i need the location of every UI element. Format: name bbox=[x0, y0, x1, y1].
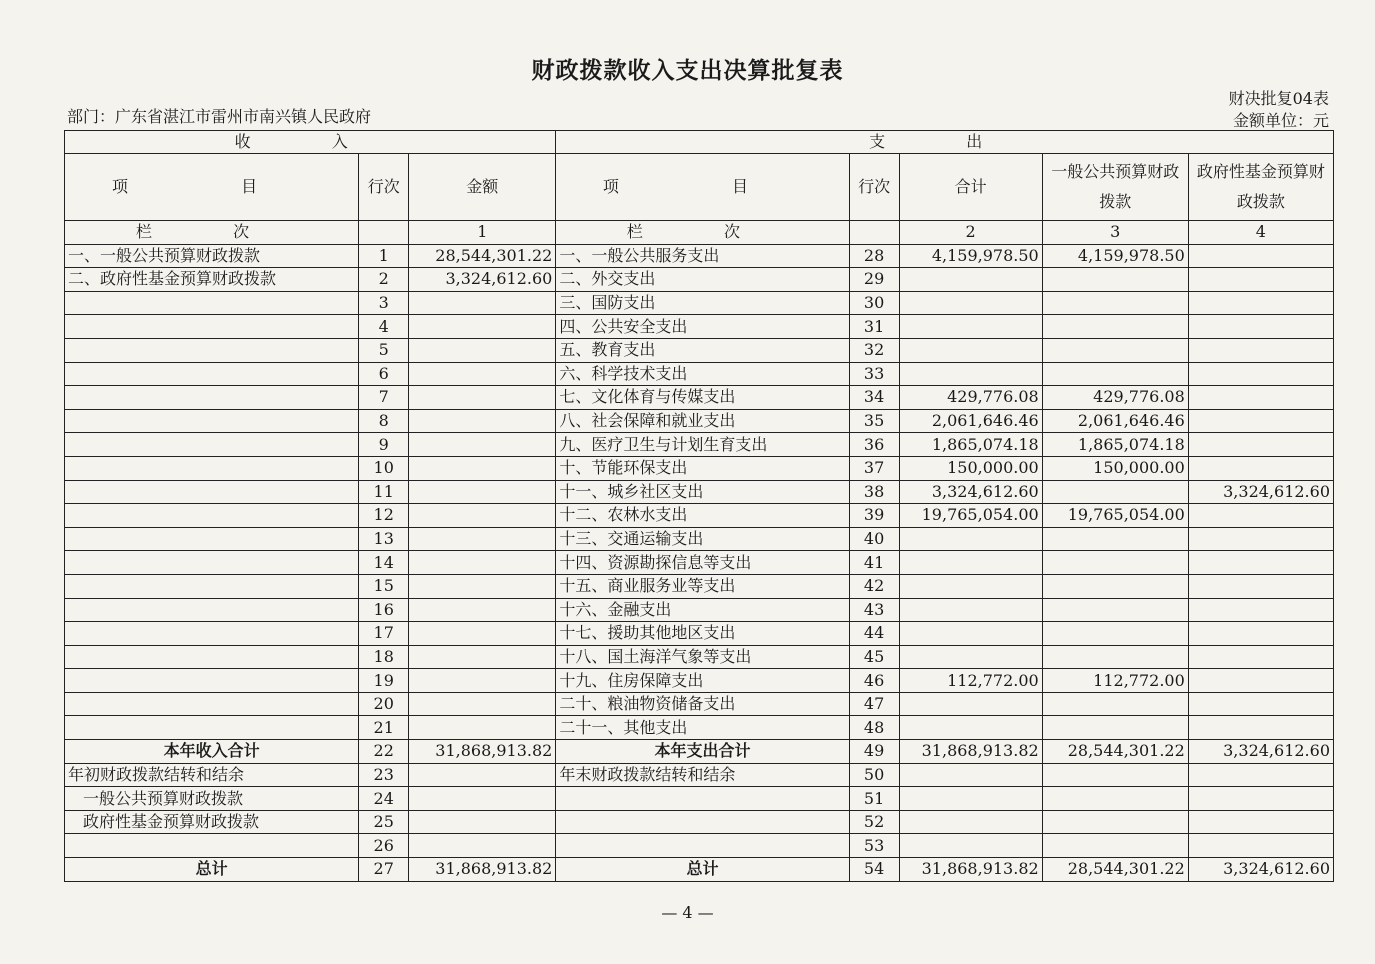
income-item bbox=[65, 574, 359, 598]
page-title: 财政拨款收入支出决算批复表 bbox=[531, 58, 844, 84]
expense-total bbox=[899, 527, 1042, 551]
income-section-header: 收 入 bbox=[65, 131, 556, 154]
expense-item: 一、一般公共服务支出 bbox=[556, 244, 849, 268]
expense-row-no: 41 bbox=[849, 551, 899, 575]
form-number: 财决批复04表 bbox=[1228, 89, 1329, 108]
page-number: — 4 — bbox=[661, 903, 714, 922]
income-item bbox=[65, 456, 359, 480]
income-item bbox=[65, 362, 359, 386]
year-total-row bbox=[65, 740, 1334, 764]
table-row bbox=[65, 315, 1334, 339]
expense-general bbox=[1042, 268, 1188, 292]
expense-fund: 3,324,612.60 bbox=[1188, 480, 1333, 504]
income-amount: 31,868,913.82 bbox=[409, 740, 556, 764]
expense-row-no: 42 bbox=[849, 574, 899, 598]
expense-total bbox=[899, 763, 1042, 787]
income-row-no: 8 bbox=[359, 409, 409, 433]
expense-fund bbox=[1188, 645, 1333, 669]
expense-total bbox=[899, 787, 1042, 811]
expense-total-label: 总计 bbox=[556, 858, 849, 882]
expense-row-no: 45 bbox=[849, 645, 899, 669]
expense-item: 十九、住房保障支出 bbox=[556, 669, 849, 693]
expense-item: 十五、商业服务业等支出 bbox=[556, 574, 849, 598]
expense-row-no: 40 bbox=[849, 527, 899, 551]
income-row-no: 22 bbox=[359, 740, 409, 764]
expense-general bbox=[1042, 338, 1188, 362]
income-row-no: 25 bbox=[359, 810, 409, 834]
income-item bbox=[65, 551, 359, 575]
income-amount bbox=[409, 692, 556, 716]
table-row bbox=[65, 386, 1334, 410]
expense-total bbox=[899, 716, 1042, 740]
income-row-no: 27 bbox=[359, 858, 409, 882]
expense-total: 1,865,074.18 bbox=[899, 433, 1042, 457]
expense-total: 31,868,913.82 bbox=[899, 858, 1042, 882]
income-amount bbox=[409, 551, 556, 575]
expense-total bbox=[899, 268, 1042, 292]
income-item bbox=[65, 598, 359, 622]
table-row bbox=[65, 338, 1334, 362]
expense-general bbox=[1042, 622, 1188, 646]
income-amount bbox=[409, 433, 556, 457]
expense-item-header: 项 目 bbox=[556, 154, 849, 221]
expense-total bbox=[899, 645, 1042, 669]
expense-fund bbox=[1188, 598, 1333, 622]
expense-general bbox=[1042, 787, 1188, 811]
expense-general: 19,765,054.00 bbox=[1042, 504, 1188, 528]
income-amount bbox=[409, 787, 556, 811]
income-item bbox=[65, 669, 359, 693]
expense-general: 4,159,978.50 bbox=[1042, 244, 1188, 268]
carry-row bbox=[65, 763, 1334, 787]
income-row-no: 18 bbox=[359, 645, 409, 669]
expense-fund bbox=[1188, 268, 1333, 292]
income-row-no: 12 bbox=[359, 504, 409, 528]
expense-item: 二十、粮油物资储备支出 bbox=[556, 692, 849, 716]
section-header-row bbox=[65, 131, 1334, 154]
expense-item: 七、文化体育与传媒支出 bbox=[556, 386, 849, 410]
income-row-no: 20 bbox=[359, 692, 409, 716]
col-index-1: 1 bbox=[409, 221, 556, 245]
income-row-no: 9 bbox=[359, 433, 409, 457]
expense-total bbox=[899, 291, 1042, 315]
expense-total: 3,324,612.60 bbox=[899, 480, 1042, 504]
expense-item: 二十一、其他支出 bbox=[556, 716, 849, 740]
expense-row-no: 51 bbox=[849, 787, 899, 811]
income-amount bbox=[409, 645, 556, 669]
income-amount bbox=[409, 622, 556, 646]
general-budget-header: 一般公共预算财政拨款 bbox=[1042, 154, 1188, 221]
expense-row-no: 33 bbox=[849, 362, 899, 386]
table-row bbox=[65, 622, 1334, 646]
expense-fund bbox=[1188, 504, 1333, 528]
expense-general bbox=[1042, 692, 1188, 716]
income-row-no: 21 bbox=[359, 716, 409, 740]
income-item bbox=[65, 386, 359, 410]
expense-row-no: 36 bbox=[849, 433, 899, 457]
expense-row-no: 37 bbox=[849, 456, 899, 480]
income-row-no: 13 bbox=[359, 527, 409, 551]
income-item bbox=[65, 622, 359, 646]
income-amount: 31,868,913.82 bbox=[409, 858, 556, 882]
expense-fund bbox=[1188, 338, 1333, 362]
expense-general bbox=[1042, 291, 1188, 315]
table-row bbox=[65, 669, 1334, 693]
table-row bbox=[65, 480, 1334, 504]
expense-general: 112,772.00 bbox=[1042, 669, 1188, 693]
expense-item: 九、医疗卫生与计划生育支出 bbox=[556, 433, 849, 457]
expense-general bbox=[1042, 834, 1188, 858]
expense-general bbox=[1042, 480, 1188, 504]
expense-fund bbox=[1188, 716, 1333, 740]
table-row bbox=[65, 268, 1334, 292]
expense-item: 五、教育支出 bbox=[556, 338, 849, 362]
col-index-4: 4 bbox=[1188, 221, 1333, 245]
expense-total bbox=[899, 622, 1042, 646]
expense-row-no: 28 bbox=[849, 244, 899, 268]
expense-row-no: 50 bbox=[849, 763, 899, 787]
income-row-no: 1 bbox=[359, 244, 409, 268]
expense-item bbox=[556, 810, 849, 834]
income-item bbox=[65, 409, 359, 433]
expense-row-no: 49 bbox=[849, 740, 899, 764]
department-label: 部门：广东省湛江市雷州市南兴镇人民政府 bbox=[67, 107, 372, 126]
expense-item bbox=[556, 787, 849, 811]
expense-fund bbox=[1188, 386, 1333, 410]
expense-general bbox=[1042, 527, 1188, 551]
income-item bbox=[65, 692, 359, 716]
expense-total bbox=[899, 692, 1042, 716]
expense-total bbox=[899, 315, 1042, 339]
expense-section-header: 支 出 bbox=[556, 131, 1334, 154]
expense-fund bbox=[1188, 362, 1333, 386]
income-total-label: 总计 bbox=[65, 858, 359, 882]
expense-fund bbox=[1188, 315, 1333, 339]
income-amount bbox=[409, 834, 556, 858]
expense-item: 四、公共安全支出 bbox=[556, 315, 849, 339]
income-amount bbox=[409, 338, 556, 362]
expense-item: 十、节能环保支出 bbox=[556, 456, 849, 480]
expense-general bbox=[1042, 315, 1188, 339]
income-amount bbox=[409, 574, 556, 598]
expense-row-no: 32 bbox=[849, 338, 899, 362]
expense-total: 4,159,978.50 bbox=[899, 244, 1042, 268]
table-row bbox=[65, 645, 1334, 669]
expense-fund bbox=[1188, 692, 1333, 716]
expense-total: 19,765,054.00 bbox=[899, 504, 1042, 528]
table-row bbox=[65, 716, 1334, 740]
expense-total: 150,000.00 bbox=[899, 456, 1042, 480]
expense-col-label: 栏 次 bbox=[556, 221, 849, 245]
table-row bbox=[65, 362, 1334, 386]
expense-fund bbox=[1188, 551, 1333, 575]
fund-budget-header: 政府性基金预算财政拨款 bbox=[1188, 154, 1333, 221]
expense-fund bbox=[1188, 527, 1333, 551]
income-item bbox=[65, 527, 359, 551]
expense-total: 2,061,646.46 bbox=[899, 409, 1042, 433]
table-row bbox=[65, 692, 1334, 716]
expense-item: 二、外交支出 bbox=[556, 268, 849, 292]
income-row-no: 2 bbox=[359, 268, 409, 292]
income-item: 政府性基金预算财政拨款 bbox=[65, 810, 359, 834]
income-row-no: 24 bbox=[359, 787, 409, 811]
expense-general bbox=[1042, 810, 1188, 834]
income-amount: 28,544,301.22 bbox=[409, 244, 556, 268]
expense-total bbox=[899, 810, 1042, 834]
expense-general bbox=[1042, 551, 1188, 575]
expense-item: 年末财政拨款结转和结余 bbox=[556, 763, 849, 787]
column-index-row bbox=[65, 221, 1334, 245]
expense-row-no: 44 bbox=[849, 622, 899, 646]
income-amount bbox=[409, 456, 556, 480]
expense-general bbox=[1042, 362, 1188, 386]
column-header-row bbox=[65, 154, 1334, 221]
expense-fund bbox=[1188, 622, 1333, 646]
table-row bbox=[65, 527, 1334, 551]
income-row-no: 23 bbox=[359, 763, 409, 787]
expense-fund bbox=[1188, 763, 1333, 787]
income-row-no: 15 bbox=[359, 574, 409, 598]
expense-row-no: 47 bbox=[849, 692, 899, 716]
income-amount bbox=[409, 527, 556, 551]
income-total-label: 本年收入合计 bbox=[65, 740, 359, 764]
grand-total-row bbox=[65, 858, 1334, 882]
carry-row bbox=[65, 834, 1334, 858]
income-amount bbox=[409, 362, 556, 386]
expense-total: 112,772.00 bbox=[899, 669, 1042, 693]
expense-item: 三、国防支出 bbox=[556, 291, 849, 315]
expense-fund: 3,324,612.60 bbox=[1188, 858, 1333, 882]
expense-row-no: 38 bbox=[849, 480, 899, 504]
income-item bbox=[65, 315, 359, 339]
expense-row-no: 53 bbox=[849, 834, 899, 858]
expense-fund bbox=[1188, 669, 1333, 693]
carry-row bbox=[65, 810, 1334, 834]
expense-fund bbox=[1188, 810, 1333, 834]
expense-general: 429,776.08 bbox=[1042, 386, 1188, 410]
income-amount bbox=[409, 810, 556, 834]
income-item bbox=[65, 504, 359, 528]
expense-fund bbox=[1188, 456, 1333, 480]
income-row-no: 6 bbox=[359, 362, 409, 386]
col-index-3: 3 bbox=[1042, 221, 1188, 245]
income-amount bbox=[409, 504, 556, 528]
expense-fund bbox=[1188, 834, 1333, 858]
income-amount bbox=[409, 716, 556, 740]
table-row bbox=[65, 433, 1334, 457]
income-item bbox=[65, 645, 359, 669]
expense-general: 28,544,301.22 bbox=[1042, 858, 1188, 882]
income-amount bbox=[409, 291, 556, 315]
income-item bbox=[65, 338, 359, 362]
income-row-no: 7 bbox=[359, 386, 409, 410]
amount-unit: 金额单位：元 bbox=[1232, 111, 1329, 130]
col-index-2: 2 bbox=[899, 221, 1042, 245]
income-amount bbox=[409, 598, 556, 622]
carry-row bbox=[65, 787, 1334, 811]
income-item bbox=[65, 480, 359, 504]
expense-total: 429,776.08 bbox=[899, 386, 1042, 410]
income-amount bbox=[409, 315, 556, 339]
expense-item: 十二、农林水支出 bbox=[556, 504, 849, 528]
income-item: 一般公共预算财政拨款 bbox=[65, 787, 359, 811]
expense-item: 十八、国土海洋气象等支出 bbox=[556, 645, 849, 669]
table-row bbox=[65, 598, 1334, 622]
expense-item: 十一、城乡社区支出 bbox=[556, 480, 849, 504]
expense-total bbox=[899, 834, 1042, 858]
income-amount bbox=[409, 386, 556, 410]
income-row-no: 10 bbox=[359, 456, 409, 480]
expense-item: 十四、资源勘探信息等支出 bbox=[556, 551, 849, 575]
income-item-header: 项 目 bbox=[65, 154, 359, 221]
expense-total bbox=[899, 362, 1042, 386]
income-amount bbox=[409, 480, 556, 504]
expense-general: 2,061,646.46 bbox=[1042, 409, 1188, 433]
income-row-no: 11 bbox=[359, 480, 409, 504]
expense-total bbox=[899, 338, 1042, 362]
income-item: 一、一般公共预算财政拨款 bbox=[65, 244, 359, 268]
expense-row-no: 29 bbox=[849, 268, 899, 292]
income-row-no: 16 bbox=[359, 598, 409, 622]
income-amount bbox=[409, 669, 556, 693]
income-row-no: 19 bbox=[359, 669, 409, 693]
expense-row-no: 31 bbox=[849, 315, 899, 339]
expense-general: 1,865,074.18 bbox=[1042, 433, 1188, 457]
expense-item: 十三、交通运输支出 bbox=[556, 527, 849, 551]
expense-fund bbox=[1188, 433, 1333, 457]
expense-row-no: 54 bbox=[849, 858, 899, 882]
income-row-no: 17 bbox=[359, 622, 409, 646]
expense-general bbox=[1042, 763, 1188, 787]
income-row-no: 14 bbox=[359, 551, 409, 575]
expense-row-no: 43 bbox=[849, 598, 899, 622]
expense-fund bbox=[1188, 787, 1333, 811]
income-amount-header: 金额 bbox=[409, 154, 556, 221]
income-item: 二、政府性基金预算财政拨款 bbox=[65, 268, 359, 292]
expense-general: 150,000.00 bbox=[1042, 456, 1188, 480]
income-item: 年初财政拨款结转和结余 bbox=[65, 763, 359, 787]
income-row-no: 5 bbox=[359, 338, 409, 362]
table-row bbox=[65, 244, 1334, 268]
income-item bbox=[65, 716, 359, 740]
expense-total: 31,868,913.82 bbox=[899, 740, 1042, 764]
expense-row-no: 39 bbox=[849, 504, 899, 528]
expense-general bbox=[1042, 716, 1188, 740]
expense-fund bbox=[1188, 291, 1333, 315]
income-amount bbox=[409, 763, 556, 787]
budget-table bbox=[64, 130, 1334, 882]
expense-total-header: 合计 bbox=[899, 154, 1042, 221]
expense-fund bbox=[1188, 409, 1333, 433]
expense-row-no: 35 bbox=[849, 409, 899, 433]
expense-row-no: 46 bbox=[849, 669, 899, 693]
expense-total bbox=[899, 598, 1042, 622]
income-row-no: 3 bbox=[359, 291, 409, 315]
expense-fund: 3,324,612.60 bbox=[1188, 740, 1333, 764]
expense-item: 十七、援助其他地区支出 bbox=[556, 622, 849, 646]
income-amount bbox=[409, 409, 556, 433]
table-row bbox=[65, 504, 1334, 528]
table-row bbox=[65, 409, 1334, 433]
expense-total-label: 本年支出合计 bbox=[556, 740, 849, 764]
expense-total bbox=[899, 551, 1042, 575]
expense-total bbox=[899, 574, 1042, 598]
table-row bbox=[65, 291, 1334, 315]
income-row-no: 26 bbox=[359, 834, 409, 858]
expense-item: 八、社会保障和就业支出 bbox=[556, 409, 849, 433]
expense-fund bbox=[1188, 574, 1333, 598]
expense-row-no: 30 bbox=[849, 291, 899, 315]
expense-row-no: 34 bbox=[849, 386, 899, 410]
income-row-no-header: 行次 bbox=[359, 154, 409, 221]
income-item bbox=[65, 834, 359, 858]
expense-item: 十六、金融支出 bbox=[556, 598, 849, 622]
expense-item: 六、科学技术支出 bbox=[556, 362, 849, 386]
expense-general bbox=[1042, 645, 1188, 669]
income-row-no: 4 bbox=[359, 315, 409, 339]
expense-general bbox=[1042, 574, 1188, 598]
table-row bbox=[65, 551, 1334, 575]
income-col-label: 栏 次 bbox=[65, 221, 359, 245]
table-row bbox=[65, 574, 1334, 598]
expense-row-no-header: 行次 bbox=[849, 154, 899, 221]
expense-fund bbox=[1188, 244, 1333, 268]
expense-item bbox=[556, 834, 849, 858]
income-amount: 3,324,612.60 bbox=[409, 268, 556, 292]
expense-row-no: 52 bbox=[849, 810, 899, 834]
table-row bbox=[65, 456, 1334, 480]
expense-row-no: 48 bbox=[849, 716, 899, 740]
income-item bbox=[65, 433, 359, 457]
income-item bbox=[65, 291, 359, 315]
expense-general: 28,544,301.22 bbox=[1042, 740, 1188, 764]
expense-general bbox=[1042, 598, 1188, 622]
